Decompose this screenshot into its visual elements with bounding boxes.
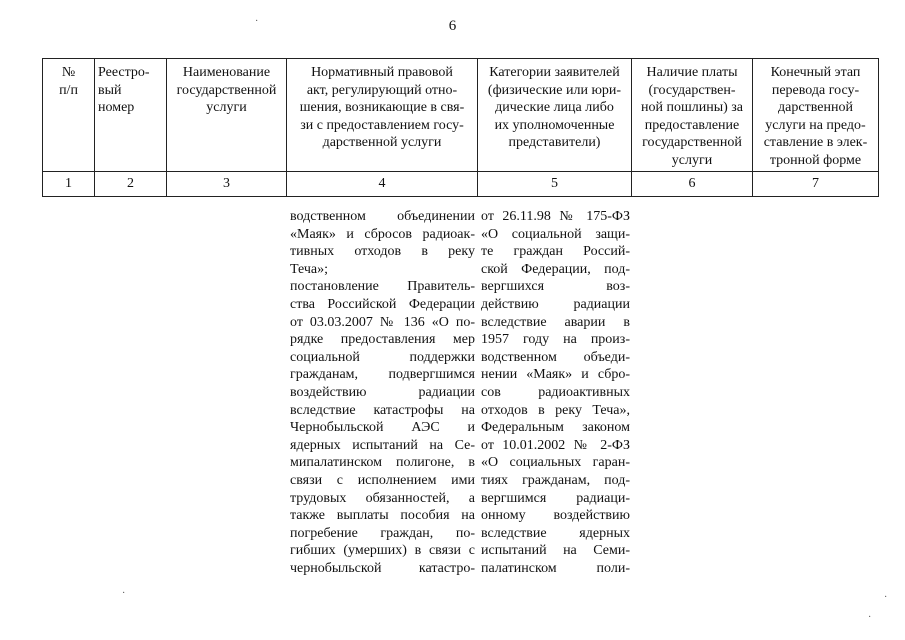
header-line: вый [98,82,122,98]
text-line: испытаний на Семи- [481,543,630,559]
header-line: п/п [59,82,78,98]
column-number: 1 [43,172,95,197]
text-line: палатинском поли- [481,560,630,576]
text-line: связи с исполнением ими [290,472,475,488]
header-line: государственной [642,135,742,150]
header-line: № [61,65,76,80]
text-line: вследствие катастрофы на [290,402,475,418]
text-line: действию радиации [481,296,630,312]
text-line: онному воздействию [481,508,630,524]
column-number: 6 [632,172,753,197]
column-number: 3 [167,172,287,197]
header-cell-number [43,59,95,172]
text-line: Чернобыльской АЭС и [290,420,475,436]
header-line: ной пошлины) за [640,100,744,115]
header-line: дические лица либо [495,100,614,115]
text-line: от 26.11.98 № 175-ФЗ [481,209,630,224]
header-line: ставление в элек- [763,135,868,150]
header-line: перевода госу- [771,82,860,98]
header-line: предоставление [644,117,740,133]
text-line: тиях гражданам, под- [481,472,630,488]
header-line: Категории заявителей [489,65,620,80]
header-line: услуги [671,152,713,168]
header-line: Наименование [182,65,271,80]
text-line: «О социальных гаран- [481,455,630,471]
header-line: Нормативный правовой [311,65,453,80]
column-number: 7 [753,172,879,197]
text-line: от 10.01.2002 № 2-ФЗ [481,437,630,453]
text-line: нении «Маяк» и сбро- [481,367,630,383]
text-line: те граждан Россий- [481,244,630,260]
header-cell-service-name [167,59,287,172]
text-line: отходов в реку Теча», [481,402,630,418]
scan-speck: · [868,612,872,623]
text-line: от 03.03.2007 № 136 «О по- [290,314,475,330]
header-row [43,59,879,172]
header-line: представители) [508,135,601,150]
text-line: 1957 году на произ- [481,332,630,348]
text-line: мипалатинском полигоне, в [290,455,475,471]
text-line: чернобыльской катастро- [290,560,475,576]
scan-speck: · [884,592,888,603]
text-line: Теча»; [290,261,329,277]
header-line: (государствен- [648,82,736,98]
text-line: ядерных испытаний на Се- [290,437,475,453]
header-cell-legal-act [287,59,478,172]
text-line: вергшихся воз- [481,279,630,295]
text-line: вследствие аварии в [481,314,630,330]
text-line: «Маяк» и сбросов радиоак- [290,226,475,242]
text-line: водственном объеди- [481,349,630,365]
column-number: 4 [287,172,478,197]
header-line: услуги [206,100,247,115]
header-line: дарственной [778,100,853,115]
header-line: зи с предоставлением госу- [300,117,464,133]
text-line: трудовых обязанностей, а [290,490,475,506]
scan-speck: · [255,16,259,27]
header-line: номер [98,100,135,115]
text-line: вследствие ядерных [481,525,630,541]
header-cell-registry [95,59,167,172]
column-number: 5 [478,172,632,197]
text-line: гибших (умерших) в связи с [290,543,475,559]
header-line: их уполномоченные [494,117,615,133]
header-line: Конечный этап [770,65,861,80]
header-cell-fee [632,59,753,172]
legal-act-text-column [290,208,475,577]
header-line: (физические или юри- [487,82,622,98]
text-line: постановление Правитель- [290,279,475,295]
text-line: ской Федерации, под- [481,261,630,277]
text-line: рядке предоставления мер [290,332,475,348]
column-number: 2 [95,172,167,197]
header-line: акт, регулирующий отно- [306,82,458,98]
header-line: тронной форме [769,152,862,168]
header-line: шения, возникающие в свя- [299,100,465,115]
header-cell-applicants [478,59,632,172]
text-line: Федеральным законом [481,420,630,436]
header-line: Наличие платы [646,65,738,80]
header-line: дарственной услуги [322,135,442,150]
text-line: гражданам, подвергшимся [290,367,475,383]
header-line: услуги на предо- [765,117,866,133]
text-line: воздействию радиации [290,384,475,400]
text-line: вергшимся радиаци- [481,490,630,506]
header-cell-electronic-stage [753,59,879,172]
text-line: погребение граждан, по- [290,525,475,541]
text-line: социальной поддержки [290,349,475,365]
column-number-row [43,172,879,197]
header-line: Реестро- [98,65,150,80]
services-table-header [42,58,879,197]
page-number: 6 [448,18,457,34]
text-line: тивных отходов в реку [290,244,475,260]
text-line: «О социальной защи- [481,226,630,242]
scan-speck: · [122,588,126,599]
text-line: водственном объединении [290,209,475,224]
applicants-text-column [481,208,630,577]
text-line: сов радиоактивных [481,384,630,400]
text-line: также выплаты пособия на [290,508,475,524]
header-line: государственной [176,82,277,98]
text-line: ства Российской Федерации [290,296,475,312]
